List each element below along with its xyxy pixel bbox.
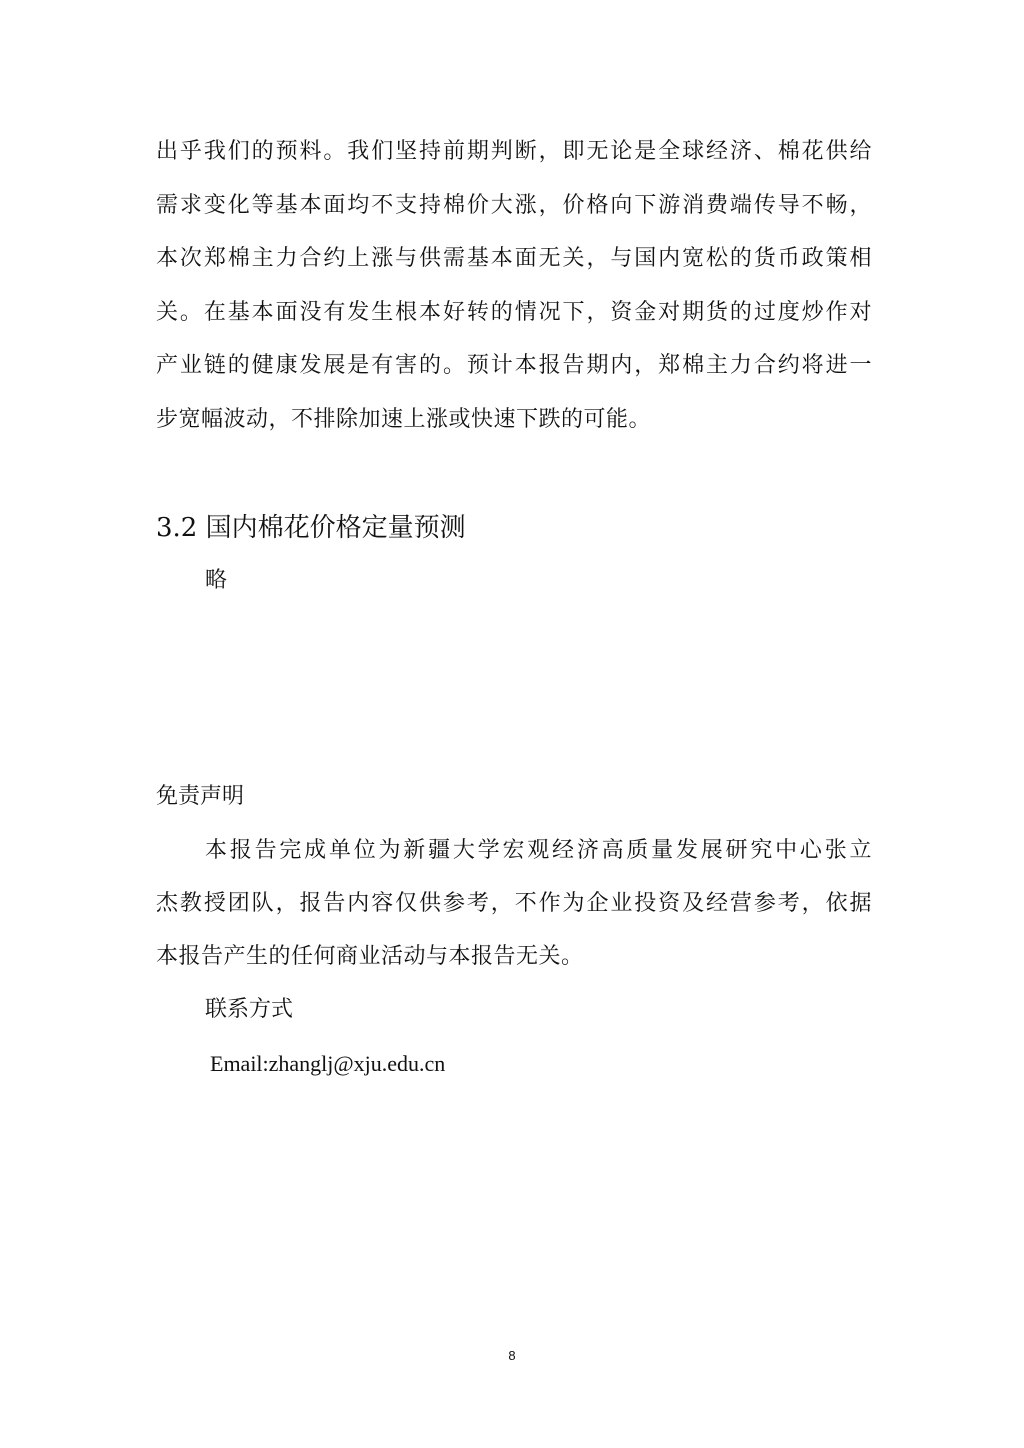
paragraph-line: 步宽幅波动，不排除加速上涨或快速下跌的可能。 xyxy=(156,407,652,432)
paragraph-line: 需求变化等基本面均不支持棉价大涨，价格向下游消费端传导不畅， xyxy=(156,193,872,218)
paragraph-line: 本次郑棉主力合约上涨与供需基本面无关，与国内宽松的货币政策相 xyxy=(156,246,872,271)
section-content: 略 xyxy=(205,568,228,593)
paragraph-line: 出乎我们的预料。我们坚持前期判断，即无论是全球经济、棉花供给 xyxy=(156,139,872,164)
email-text: Email:zhanglj@xju.edu.cn xyxy=(210,1051,446,1076)
disclaimer-line: 本报告完成单位为新疆大学宏观经济高质量发展研究中心张立 xyxy=(205,838,872,863)
paragraph-line: 产业链的健康发展是有害的。预计本报告期内，郑棉主力合约将进一 xyxy=(156,353,872,378)
paragraph-line: 关。在基本面没有发生根本好转的情况下，资金对期货的过度炒作对 xyxy=(156,300,872,325)
section-heading: 3.2 国内棉花价格定量预测 xyxy=(156,513,466,543)
contact-heading: 联系方式 xyxy=(205,997,294,1022)
disclaimer-line: 本报告产生的任何商业活动与本报告无关。 xyxy=(156,944,584,969)
disclaimer-heading: 免责声明 xyxy=(156,784,245,809)
disclaimer-line: 杰教授团队，报告内容仅供参考，不作为企业投资及经营参考，依据 xyxy=(156,891,872,916)
page-number: 8 xyxy=(508,1348,516,1363)
